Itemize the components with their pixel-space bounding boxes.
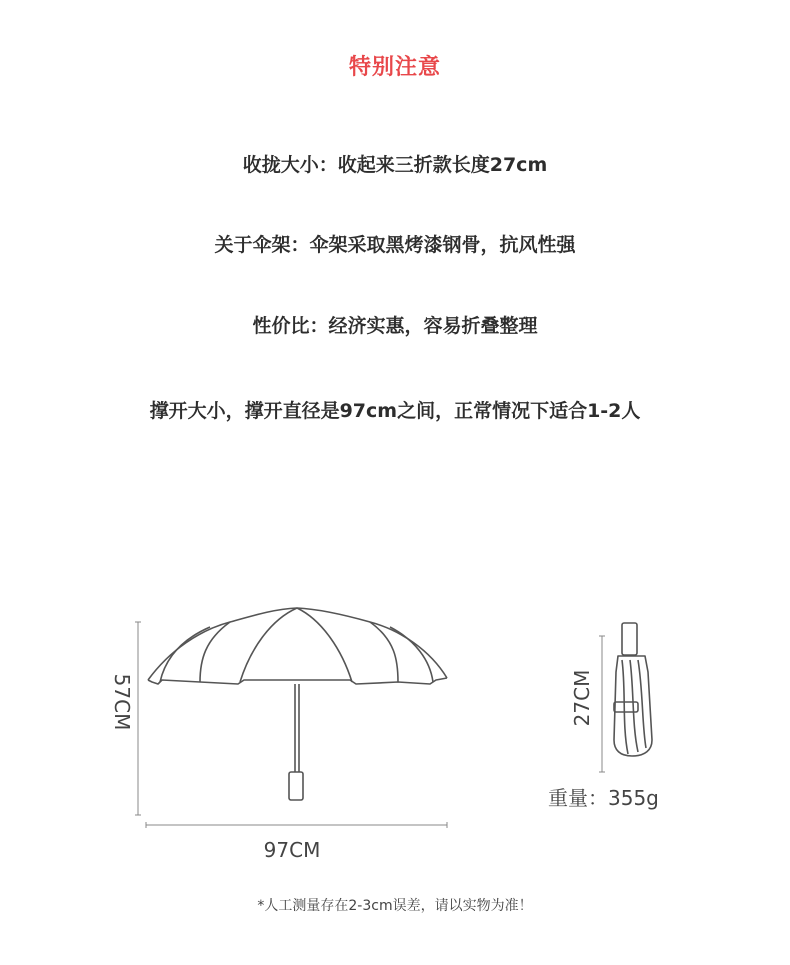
folded-length-label: 27CM bbox=[570, 669, 594, 727]
open-umbrella-illustration bbox=[148, 608, 447, 800]
spec-frame: 关于伞架：伞架采取黑烤漆钢骨，抗风性强 bbox=[214, 234, 576, 256]
footnote: *人工测量存在2-3cm误差，请以实物为准！ bbox=[257, 898, 533, 914]
weight-info bbox=[548, 782, 659, 811]
spec-open-size: 撑开大小，撑开直径是97cm之间，正常情况下适合1-2人 bbox=[149, 400, 641, 422]
open-dimension-lines bbox=[135, 622, 447, 828]
open-width-label: 97CM bbox=[263, 838, 321, 862]
open-height-label: 57CM bbox=[110, 673, 134, 731]
page-title: 特别注意 bbox=[348, 55, 441, 80]
folded-umbrella-illustration bbox=[614, 623, 652, 756]
weight-label: 重量： bbox=[548, 786, 608, 810]
spec-value: 性价比：经济实惠，容易折叠整理 bbox=[252, 315, 538, 337]
spec-folded-size: 收拢大小：收起来三折款长度27cm bbox=[242, 154, 548, 176]
folded-dimension-lines bbox=[599, 636, 605, 772]
weight-value: 355g bbox=[608, 786, 659, 810]
